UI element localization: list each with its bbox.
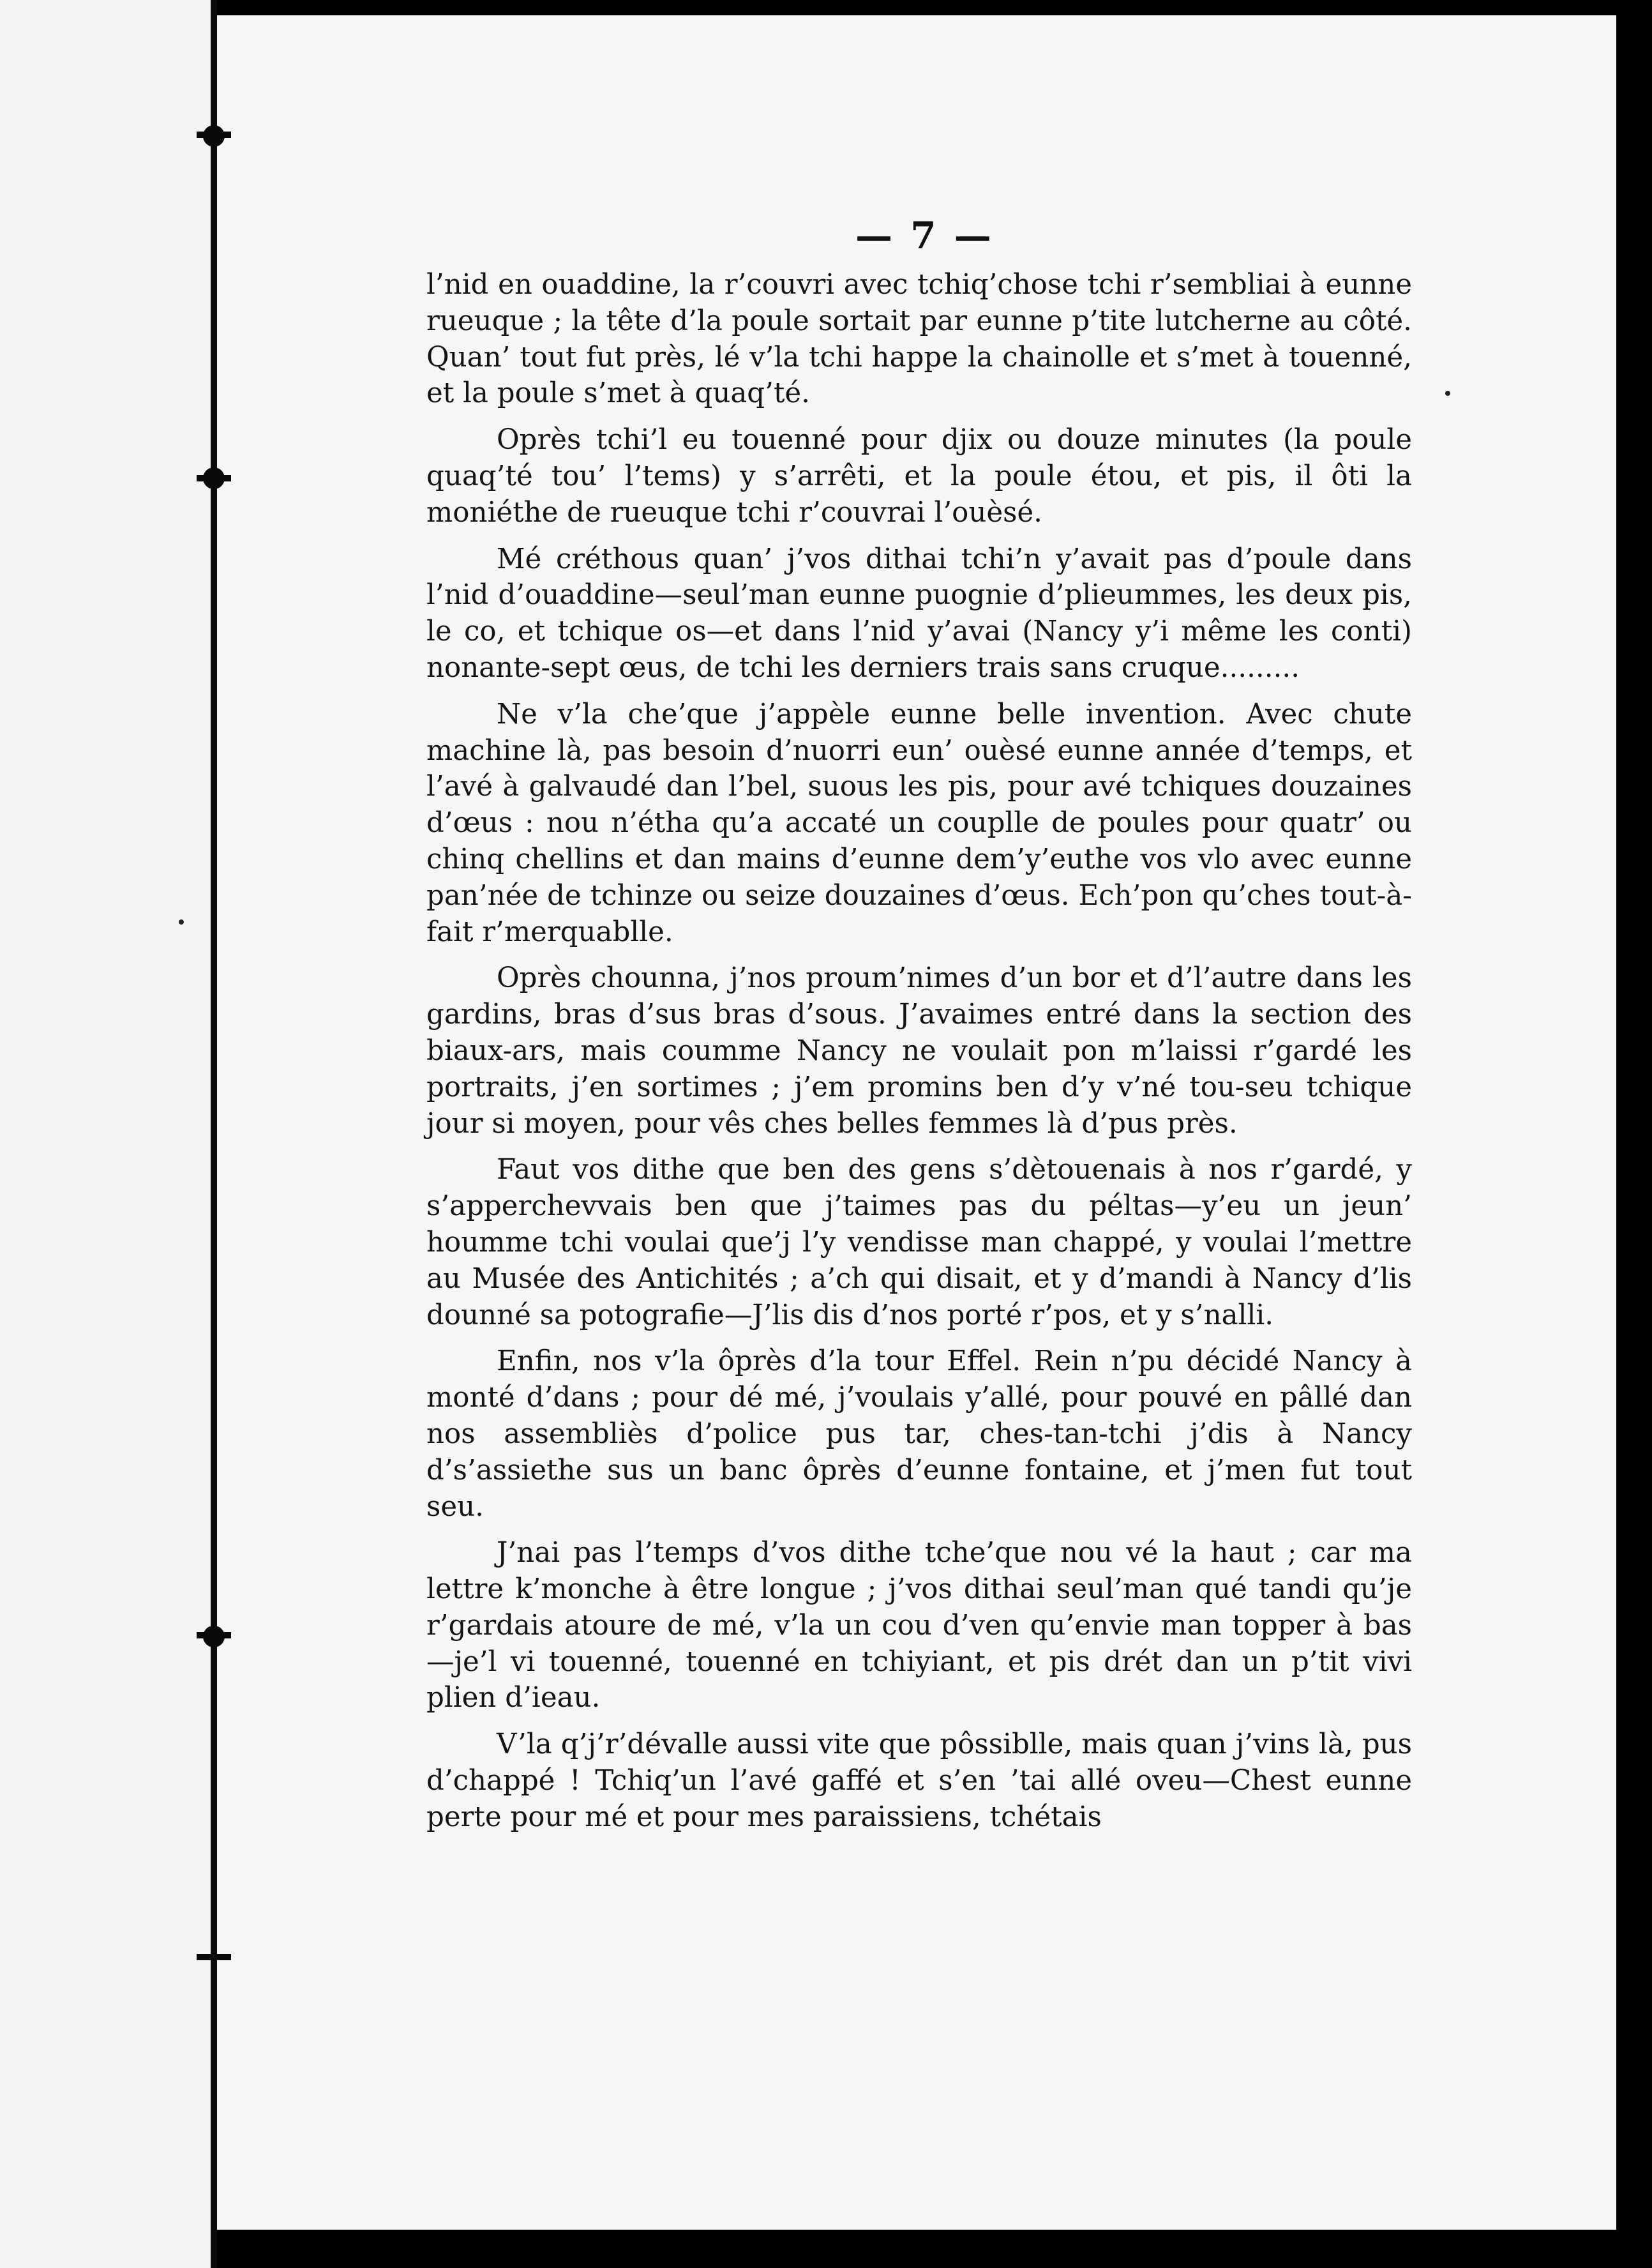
paragraph: V’la q’j’r’dévalle aussi vite que pôssiblle, mais quan j’vins là, pus d’chappé ! Tchiq’un l’avé gaffé et s’en ’tai allé oveu—Chest eunne perte pour mé et pour mes paraissiens, tchétais bbox=[426, 1728, 1412, 1833]
scan-margin bbox=[0, 0, 214, 2268]
paragraph: Oprès tchi’l eu touenné pour djix ou douze minutes (la poule quaq’té tou’ l’tems) y s’arrêti, et la poule étou, et pis, il ôti la moniéthe de rueuque tchi r’couvrai l’ouèsé. bbox=[426, 424, 1412, 529]
binding-stitch bbox=[197, 1954, 231, 1960]
body-text bbox=[426, 267, 1412, 1846]
paragraph: Enfin, nos v’la ôprès d’la tour Effel. Rein n’pu décidé Nancy à monté d’dans ; pour dé mé, j’voulais y’allé, pour pouvé en pâllé dan nos assembliès d’police pus tar, ches-tan-tchi j’dis à Nancy d’s’assiethe sus un banc ôprès d’eunne fontaine, et j’men fut tout seu. bbox=[426, 1345, 1412, 1523]
paragraph: Oprès chounna, j’nos proum’nimes d’un bor et d’l’autre dans les gardins, bras d’sus bras d’sous. J’avaimes entré dans la section des biaux-ars, mais coumme Nancy ne voulait pon m’laissi r’gardé les portraits, j’en sortimes ; j’em promins ben d’y v’né tou-seu tchique jour si moyen, pour vês ches belles femmes là d’pus près. bbox=[426, 962, 1412, 1140]
scan-speck bbox=[179, 919, 184, 925]
paragraph: Mé créthous quan’ j’vos dithai tchi’n y’avait pas d’poule dans l’nid d’ouaddine—seul’man eunne puognie d’plieummes, les deux pis, le co, et tchique os—et dans l’nid y’avai (Nancy y’i même les conti) nonante-sept œus, de tchi les derniers trais sans cruque......... bbox=[426, 543, 1412, 684]
paragraph: J’nai pas l’temps d’vos dithe tche’que nou vé la haut ; car ma lettre k’monche à être longue ; j’vos dithai seul’man qué tandi qu’je r’gardais atoure de mé, v’la un cou d’ven qu’envie man topper à bas—je’l vi touenné, touenné en tchiyiant, et pis drét dan un p’tit vivi plien d’ieau. bbox=[426, 1537, 1412, 1714]
scan-speck bbox=[1445, 391, 1450, 396]
paragraph: l’nid en ouaddine, la r’couvri avec tchiq’chose tchi r’sembliai à eunne rueuque ; la tête d’la poule sortait par eunne p’tite lutcherne au côté. Quan’ tout fut près, lé v’la tchi happe la chainolle et s’met à touenné, et la poule s’met à quaq’té. bbox=[426, 269, 1412, 410]
binding-line bbox=[211, 0, 217, 2268]
page-number: — 7 — bbox=[855, 214, 994, 257]
binding-stitch-knob bbox=[203, 467, 225, 489]
paragraph: Faut vos dithe que ben des gens s’dètouenais à nos r’gardé, y s’apperchevvais ben que j’taimes pas du péltas—y’eu un jeun’ houmme tchi voulai que’j l’y vendisse man chappé, y voulai l’mettre au Musée des Antichités ; a’ch qui disait, et y d’mandi à Nancy d’lis dounné sa potografie—J’lis dis d’nos porté r’pos, et y s’nalli. bbox=[426, 1154, 1412, 1331]
binding-stitch-knob bbox=[203, 1626, 225, 1647]
binding-stitch-knob bbox=[203, 125, 225, 147]
paragraph: Ne v’la che’que j’appèle eunne belle invention. Avec chute machine là, pas besoin d’nuorri eun’ ouèsé eunne année d’temps, et l’avé à galvaudé dan l’bel, suous les pis, pour avé tchiques douzaines d’œus : nou n’étha qu’a accaté un couplle de poules pour quatr’ ou chinq chellins et dan mains d’eunne dem’y’euthe vos vlo avec eunne pan’née de tchinze ou seize douzaines d’œus. Ech’pon qu’ches tout-à-fait r’merquablle. bbox=[426, 698, 1412, 948]
